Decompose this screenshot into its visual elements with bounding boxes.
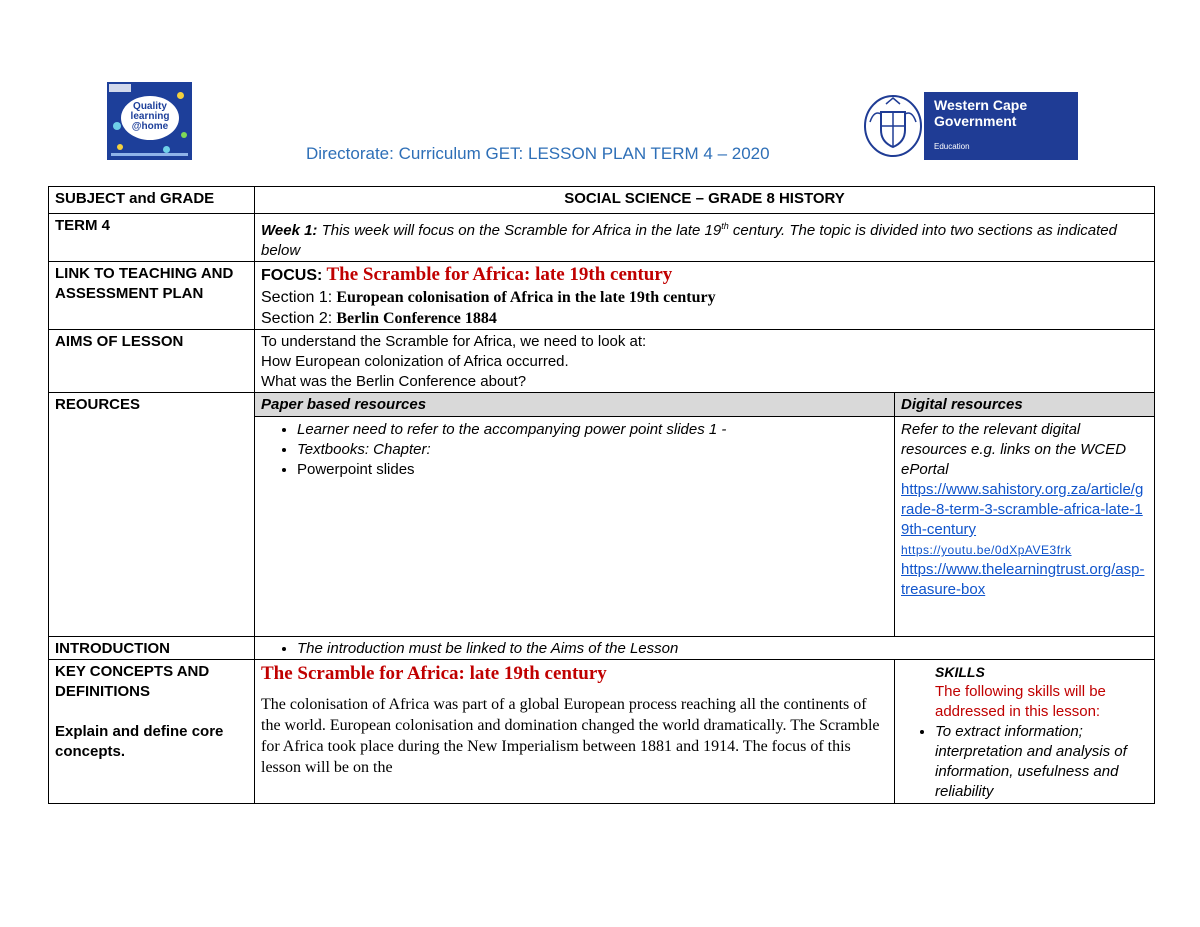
link-content (255, 262, 1155, 330)
logo-name: Western Cape Government (934, 97, 1028, 129)
key-concepts-row (49, 660, 1155, 804)
term-row (49, 214, 1155, 262)
focus-title: The Scramble for Africa: late 19th century (326, 264, 673, 285)
logo-bottom-strip (111, 153, 188, 156)
paper-resources-heading: Paper based resources (255, 393, 895, 417)
list-item: • To extract information; interpretation and analysis of information, usefulness and reliability (935, 722, 1148, 802)
digital-resources-heading: Digital resources (895, 393, 1155, 417)
list-item: • The introduction must be linked to the Aims of the Lesson (297, 639, 1148, 659)
logo-text: Quality learning @home (130, 101, 170, 132)
logo-dot (177, 92, 184, 99)
logo-badge-strip (109, 84, 131, 92)
lesson-plan-table (48, 186, 1155, 804)
section1-line (261, 287, 1148, 308)
introduction-label: INTRODUCTION (49, 637, 255, 660)
week-label: Week 1: (261, 222, 318, 239)
list-item: • Learner need to refer to the accompanying power point slides 1 - (297, 420, 888, 440)
paper-resources-cell (255, 417, 895, 637)
coat-of-arms-icon (862, 92, 924, 160)
section2-text: Berlin Conference 1884 (336, 310, 497, 327)
skills-heading: SKILLS (935, 664, 985, 680)
subject-value: SOCIAL SCIENCE – GRADE 8 HISTORY (255, 187, 1155, 214)
digital-resources-cell (895, 417, 1155, 637)
introduction-content (255, 637, 1155, 660)
aims-line: How European colonization of Africa occurred. (261, 353, 569, 370)
key-concepts-sublabel: Explain and define core concepts. (55, 723, 224, 760)
youtube-link[interactable]: https://youtu.be/0dXpAVE3frk (901, 543, 1072, 557)
aims-row (49, 330, 1155, 393)
skills-list (901, 722, 1148, 802)
logo-subtitle: Education (934, 142, 970, 151)
link-row (49, 262, 1155, 330)
introduction-list (261, 639, 1148, 659)
subject-row (49, 187, 1155, 214)
logo-dot (163, 146, 170, 153)
focus-line (261, 263, 1148, 287)
digital-intro: Refer to the relevant digital resources e.g. links on the WCED ePortal (901, 421, 1127, 478)
section2-label: Section 2: (261, 310, 333, 327)
aims-line: What was the Berlin Conference about? (261, 373, 527, 390)
western-cape-government-logo (862, 92, 1078, 160)
section2-line (261, 308, 1148, 329)
key-concepts-label-cell (49, 660, 255, 804)
aims-content (255, 330, 1155, 393)
focus-label: FOCUS: (261, 267, 323, 284)
term-text-a: This week will focus on the Scramble for Africa in the late 19 (317, 222, 722, 239)
section1-text: European colonisation of Africa in the late 19th century (336, 289, 716, 306)
subject-label: SUBJECT and GRADE (49, 187, 255, 214)
aims-line: To understand the Scramble for Africa, we need to look at: (261, 333, 647, 350)
aims-label: AIMS OF LESSON (49, 330, 255, 393)
key-concepts-body: The colonisation of Africa was part of a global European process reaching all the continents of the world. European colonisation and domination changed the world dramatically. The Scramble for Africa took place during the New Imperialism between 1881 and 1914. The focus of this lesson will be on the (261, 696, 880, 776)
logo-dot (181, 132, 187, 138)
key-concepts-content (255, 660, 895, 804)
key-concepts-label: KEY CONCEPTS AND DEFINITIONS (55, 663, 210, 700)
key-concepts-title: The Scramble for Africa: late 19th century (261, 663, 607, 684)
resources-label: REOURCES (49, 393, 255, 637)
list-item: • Textbooks: Chapter: (297, 440, 888, 460)
term-superscript: th (721, 221, 729, 231)
term-text-b: century. The topic is divided into two sections as indicated below (261, 222, 1117, 259)
section1-label: Section 1: (261, 289, 333, 306)
resources-header-row (49, 393, 1155, 417)
skills-intro: The following skills will be addressed in this lesson: (935, 683, 1106, 720)
term-label: TERM 4 (49, 214, 255, 262)
paper-resources-list (261, 420, 888, 480)
sahistory-link[interactable]: https://www.sahistory.org.za/article/grade-8-term-3-scramble-africa-late-19th-century (901, 481, 1144, 538)
skills-cell (895, 660, 1155, 804)
learningtrust-link[interactable]: https://www.thelearningtrust.org/asp-treasure-box (901, 561, 1145, 598)
logo-dot (113, 122, 121, 130)
term-description (255, 214, 1155, 262)
logo-dot (117, 144, 123, 150)
quality-learning-logo (107, 82, 192, 160)
page-title: Directorate: Curriculum GET: LESSON PLAN TERM 4 – 2020 (306, 144, 770, 163)
introduction-row (49, 637, 1155, 660)
list-item: • Powerpoint slides (297, 460, 888, 480)
link-label: LINK TO TEACHING AND ASSESSMENT PLAN (49, 262, 255, 330)
